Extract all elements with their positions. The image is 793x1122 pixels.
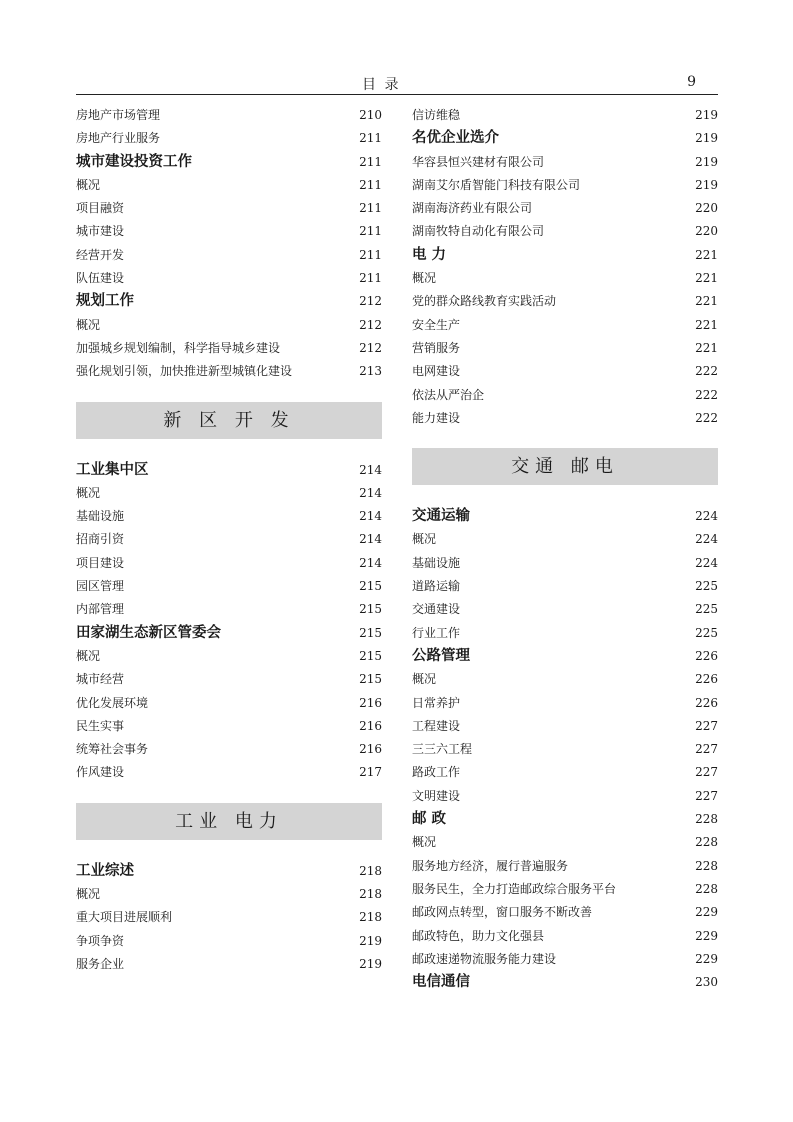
toc-entry[interactable]	[76, 528, 382, 551]
toc-entry-page: 216	[359, 742, 382, 757]
toc-entry-title: 基础设施	[76, 509, 125, 524]
toc-heading[interactable]	[76, 459, 382, 482]
toc-entry-page: 210	[359, 108, 382, 122]
toc-entry[interactable]	[412, 598, 718, 621]
toc-entry-page: 221	[695, 271, 718, 286]
toc-entry-page: 225	[695, 602, 718, 617]
section-banner: 工业 电力	[76, 803, 382, 840]
toc-entry-page: 215	[359, 625, 382, 640]
toc-entry-title: 概况	[76, 887, 101, 902]
toc-heading[interactable]	[412, 808, 718, 831]
toc-entry-page: 217	[359, 765, 382, 780]
toc-entry-page: 212	[359, 340, 382, 355]
toc-entry-page: 213	[359, 364, 382, 379]
toc-entry-page: 211	[359, 131, 382, 146]
toc-entry-title: 强化规划引领，加快推进新型城镇化建设	[76, 364, 293, 379]
toc-entry-page: 219	[359, 956, 382, 971]
toc-entry-page: 228	[695, 858, 718, 873]
toc-entry-title: 道路运输	[412, 579, 461, 594]
toc-entry-page: 228	[695, 881, 718, 896]
toc-entry-title: 信访维稳	[412, 108, 461, 122]
toc-entry-page: 211	[359, 247, 382, 262]
toc-entry-title: 依法从严治企	[412, 387, 485, 402]
toc-entry-page: 224	[695, 509, 718, 524]
toc-entry-page: 221	[695, 247, 718, 262]
toc-entry-title: 邮政网点转型，窗口服务不断改善	[412, 905, 593, 920]
toc-heading[interactable]	[76, 860, 382, 883]
toc-entry-title: 概况	[76, 648, 101, 663]
toc-entry-page: 215	[359, 602, 382, 617]
toc-entry-page: 222	[695, 387, 718, 402]
toc-entry-page: 225	[695, 625, 718, 640]
toc-entry-title: 概况	[412, 672, 437, 687]
toc-heading[interactable]	[76, 151, 382, 174]
page-number: 9	[687, 74, 696, 90]
toc-entry[interactable]	[412, 174, 718, 197]
toc-entry[interactable]	[412, 831, 718, 854]
toc-entry[interactable]	[76, 267, 382, 290]
toc-entry-title: 营销服务	[412, 340, 461, 355]
toc-entry-title: 工程建设	[412, 718, 461, 733]
toc-entry-page: 214	[359, 485, 382, 500]
toc-entry-title: 工业综述	[76, 862, 134, 879]
toc-entry-page: 229	[695, 951, 718, 966]
toc-entry-page: 220	[695, 224, 718, 239]
toc-entry-page: 218	[359, 863, 382, 878]
toc-entry-page: 219	[359, 933, 382, 948]
toc-entry-page: 212	[359, 317, 382, 332]
toc-heading[interactable]	[412, 645, 718, 668]
toc-entry[interactable]	[412, 925, 718, 948]
toc-heading[interactable]	[76, 622, 382, 645]
toc-entry-title: 工业集中区	[76, 461, 149, 478]
toc-heading[interactable]	[76, 290, 382, 313]
toc-entry[interactable]	[412, 622, 718, 645]
toc-entry-title: 重大项目进展顺利	[76, 910, 173, 925]
toc-entry[interactable]	[76, 174, 382, 197]
toc-entry-title: 城市经营	[76, 672, 125, 687]
toc-entry[interactable]	[76, 482, 382, 505]
toc-entry-page: 219	[695, 108, 718, 122]
toc-entry-page: 212	[359, 294, 382, 309]
toc-entry[interactable]	[412, 552, 718, 575]
toc-entry[interactable]	[412, 360, 718, 383]
toc-entry-title: 能力建设	[412, 410, 461, 425]
toc-entry-title: 概况	[412, 271, 437, 286]
toc-entry[interactable]	[76, 244, 382, 267]
toc-entry-page: 211	[359, 271, 382, 286]
toc-entry-page: 216	[359, 695, 382, 710]
toc-entry-title: 城市建设	[76, 224, 125, 239]
toc-entry-title: 队伍建设	[76, 271, 125, 286]
toc-entry-title: 党的群众路线教育实践活动	[412, 294, 557, 309]
toc-entry[interactable]	[412, 151, 718, 174]
toc-entry[interactable]	[412, 738, 718, 761]
toc-entry-title: 安全生产	[412, 317, 461, 332]
toc-entry-page: 230	[695, 975, 718, 990]
toc-entry-title: 田家湖生态新区管委会	[76, 624, 221, 641]
toc-entry-title: 公路管理	[412, 647, 470, 664]
toc-entry[interactable]	[412, 267, 718, 290]
toc-entry-page: 211	[359, 154, 382, 169]
toc-entry[interactable]	[76, 598, 382, 621]
toc-entry[interactable]	[412, 761, 718, 784]
toc-entry[interactable]	[76, 953, 382, 976]
toc-entry[interactable]	[76, 906, 382, 929]
toc-entry-title: 邮政速递物流服务能力建设	[412, 951, 557, 966]
toc-entry-page: 220	[695, 201, 718, 216]
toc-entry-title: 华容县恒兴建材有限公司	[412, 154, 545, 169]
toc-entry-title: 交通建设	[412, 602, 461, 617]
toc-entry[interactable]	[412, 384, 718, 407]
toc-entry[interactable]	[412, 197, 718, 220]
toc-entry-page: 219	[695, 154, 718, 169]
toc-entry[interactable]	[76, 738, 382, 761]
toc-entry[interactable]	[76, 930, 382, 953]
toc-entry-title: 服务民生，全力打造邮政综合服务平台	[412, 881, 617, 896]
toc-entry-page: 211	[359, 224, 382, 239]
toc-entry[interactable]	[76, 715, 382, 738]
toc-entry[interactable]	[412, 220, 718, 243]
toc-entry[interactable]	[412, 407, 718, 430]
toc-entry-page: 214	[359, 509, 382, 524]
toc-entry[interactable]	[76, 127, 382, 150]
toc-entry-page: 225	[695, 579, 718, 594]
toc-entry-page: 221	[695, 317, 718, 332]
toc-entry-page: 221	[695, 294, 718, 309]
toc-entry-title: 规划工作	[76, 293, 134, 310]
toc-entry-page: 227	[695, 742, 718, 757]
toc-entry[interactable]	[412, 901, 718, 924]
toc-entry-title: 路政工作	[412, 765, 461, 780]
toc-entry-page: 211	[359, 201, 382, 216]
toc-entry-title: 房地产市场管理	[76, 108, 161, 122]
toc-entry-page: 214	[359, 462, 382, 477]
toc-entry-page: 219	[695, 131, 718, 146]
toc-entry-title: 统筹社会事务	[76, 742, 149, 757]
toc-entry[interactable]	[76, 645, 382, 668]
toc-entry-page: 215	[359, 672, 382, 687]
toc-entry-title: 概况	[412, 532, 437, 547]
toc-entry-title: 日常养护	[412, 695, 461, 710]
toc-entry[interactable]	[412, 878, 718, 901]
section-banner: 新 区 开 发	[76, 402, 382, 439]
toc-entry-title: 湖南艾尔盾智能门科技有限公司	[412, 177, 581, 192]
toc-entry-page: 226	[695, 648, 718, 663]
toc-entry-page: 218	[359, 887, 382, 902]
toc-entry[interactable]	[76, 220, 382, 243]
toc-entry-title: 城市建设投资工作	[76, 153, 192, 170]
toc-entry-page: 222	[695, 364, 718, 379]
toc-heading[interactable]	[412, 127, 718, 150]
toc-entry[interactable]	[412, 528, 718, 551]
toc-entry-page: 211	[359, 177, 382, 192]
toc-entry-title: 概况	[76, 177, 101, 192]
toc-entry-page: 227	[695, 718, 718, 733]
toc-entry-title: 湖南牧特自动化有限公司	[412, 224, 545, 239]
toc-entry-title: 电网建设	[412, 364, 461, 379]
toc-entry[interactable]	[412, 692, 718, 715]
toc-entry-title: 名优企业选介	[412, 130, 499, 147]
toc-entry-page: 218	[359, 910, 382, 925]
toc-entry-title: 邮政特色，助力文化强县	[412, 928, 545, 943]
toc-entry-title: 邮 政	[412, 811, 447, 828]
toc-entry-page: 214	[359, 555, 382, 570]
toc-entry[interactable]	[76, 552, 382, 575]
toc-entry-title: 服务企业	[76, 956, 125, 971]
toc-entry-page: 229	[695, 905, 718, 920]
toc-heading[interactable]	[412, 505, 718, 528]
toc-entry-title: 房地产行业服务	[76, 131, 161, 146]
toc-entry-title: 三三六工程	[412, 742, 473, 757]
toc-entry-title: 服务地方经济，履行普遍服务	[412, 858, 569, 873]
toc-entry-title: 招商引资	[76, 532, 125, 547]
toc-right-column	[412, 104, 718, 994]
toc-entry[interactable]	[76, 314, 382, 337]
toc-entry-page: 227	[695, 788, 718, 803]
toc-entry[interactable]	[412, 575, 718, 598]
page-title: 目 录	[362, 77, 401, 93]
toc-entry[interactable]	[76, 337, 382, 360]
toc-entry-page: 222	[695, 410, 718, 425]
toc-entry[interactable]	[412, 855, 718, 878]
toc-entry-title: 概况	[76, 317, 101, 332]
toc-entry-title: 文明建设	[412, 788, 461, 803]
toc-entry[interactable]	[412, 785, 718, 808]
section-banner: 交通 邮电	[412, 448, 718, 485]
toc-entry[interactable]	[76, 575, 382, 598]
toc-entry-page: 221	[695, 340, 718, 355]
toc-entry-title: 加强城乡规划编制，科学指导城乡建设	[76, 340, 281, 355]
toc-entry-title: 交通运输	[412, 508, 470, 525]
toc-entry-title: 基础设施	[412, 555, 461, 570]
toc-entry-title: 内部管理	[76, 602, 125, 617]
toc-entry[interactable]	[76, 104, 382, 127]
toc-entry[interactable]	[412, 715, 718, 738]
toc-entry[interactable]	[76, 505, 382, 528]
toc-entry-title: 行业工作	[412, 625, 461, 640]
toc-entry-page: 215	[359, 648, 382, 663]
toc-entry-title: 优化发展环境	[76, 695, 149, 710]
toc-entry[interactable]	[76, 360, 382, 383]
toc-entry-page: 227	[695, 765, 718, 780]
toc-entry-title: 作风建设	[76, 765, 125, 780]
toc-entry-title: 经营开发	[76, 247, 125, 262]
toc-entry[interactable]	[412, 104, 718, 127]
toc-entry-page: 228	[695, 835, 718, 850]
toc-heading[interactable]	[412, 244, 718, 267]
toc-entry-title: 项目建设	[76, 555, 125, 570]
toc-entry-title: 概况	[412, 835, 437, 850]
toc-left-column	[76, 104, 382, 976]
toc-entry[interactable]	[76, 197, 382, 220]
toc-entry-page: 215	[359, 579, 382, 594]
toc-entry[interactable]	[412, 668, 718, 691]
toc-entry-page: 226	[695, 695, 718, 710]
toc-entry-page: 214	[359, 532, 382, 547]
toc-entry[interactable]	[412, 948, 718, 971]
toc-entry[interactable]	[76, 668, 382, 691]
toc-entry-title: 项目融资	[76, 201, 125, 216]
toc-entry-title: 电信通信	[412, 974, 470, 991]
toc-entry[interactable]	[76, 761, 382, 784]
toc-entry-title: 电 力	[412, 246, 447, 263]
toc-entry-title: 湖南海济药业有限公司	[412, 201, 533, 216]
toc-entry[interactable]	[412, 337, 718, 360]
toc-entry-page: 229	[695, 928, 718, 943]
toc-entry[interactable]	[76, 692, 382, 715]
toc-heading[interactable]	[412, 971, 718, 994]
toc-entry-title: 园区管理	[76, 579, 125, 594]
toc-entry[interactable]	[412, 314, 718, 337]
toc-entry-page: 219	[695, 177, 718, 192]
toc-entry-page: 216	[359, 718, 382, 733]
toc-entry-title: 概况	[76, 485, 101, 500]
toc-entry-page: 224	[695, 555, 718, 570]
toc-entry[interactable]	[412, 290, 718, 313]
toc-entry-title: 争项争资	[76, 933, 125, 948]
toc-entry[interactable]	[76, 883, 382, 906]
toc-entry-page: 226	[695, 672, 718, 687]
toc-entry-page: 224	[695, 532, 718, 547]
page-header	[76, 72, 718, 95]
toc-entry-title: 民生实事	[76, 718, 125, 733]
toc-entry-page: 228	[695, 812, 718, 827]
